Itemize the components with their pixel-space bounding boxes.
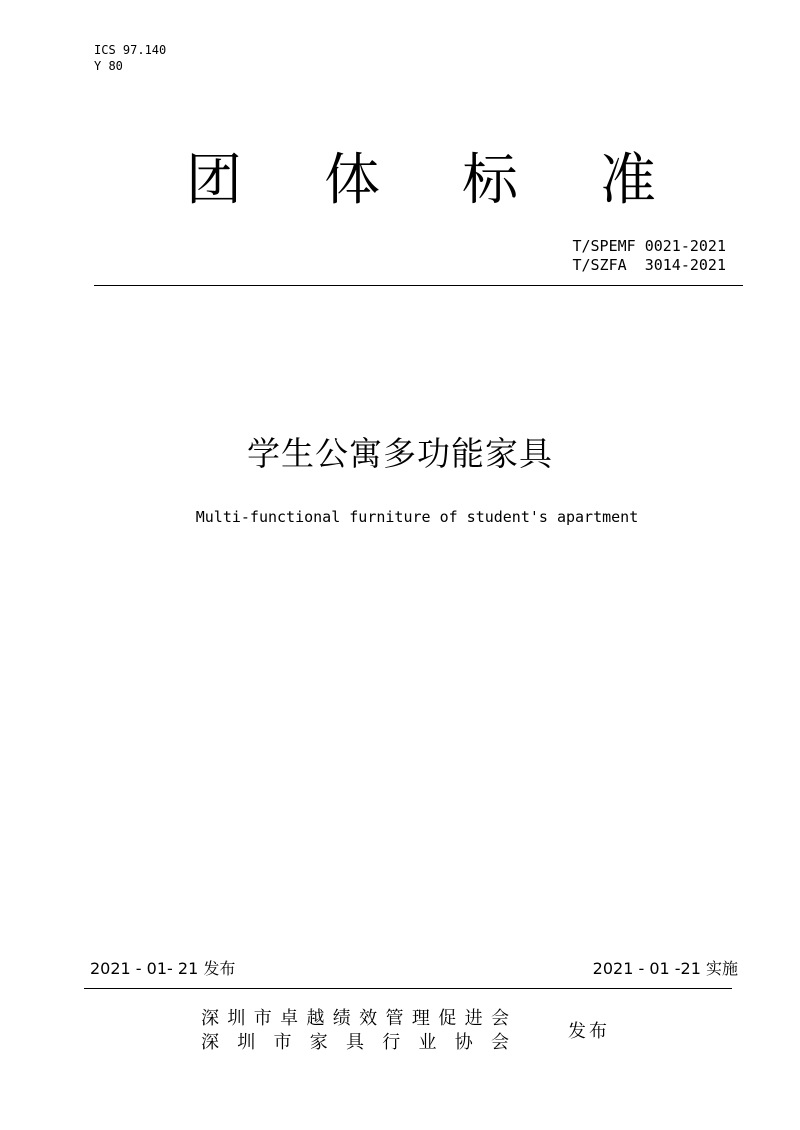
ics-code: ICS 97.140 [94,43,167,57]
issuer-char: 市 [273,1032,292,1053]
standard-number: T/SPEMF 0021-2021 [572,237,726,255]
standard-numbers [572,237,726,275]
standard-type-char: 标 [462,148,518,213]
ccs-code: Y 80 [94,59,123,73]
issuer-char: 促 [438,1008,457,1029]
issuer-char: 会 [490,1008,509,1029]
issuer-char: 圳 [227,1008,246,1029]
standard-type-char: 体 [324,148,380,213]
classification-codes [94,42,166,74]
issuing-organizations [201,1007,509,1055]
header-divider [94,285,743,286]
issuer-char: 圳 [237,1032,256,1053]
issuer-char: 卓 [280,1008,299,1029]
publish-label: 发布 [568,1021,610,1042]
document-title-english: Multi-functional furniture of student's apartment [195,508,639,526]
standard-number: T/SZFA 3014-2021 [572,256,726,274]
issuer-char: 深 [201,1032,219,1053]
issuer-char: 行 [382,1032,401,1053]
issuer-char: 协 [454,1032,473,1053]
issuer-char: 业 [418,1032,437,1053]
issuer-line-2 [201,1031,509,1055]
issuer-char: 会 [491,1032,509,1053]
standard-type-char: 准 [600,148,656,213]
publication-date: 2021 - 01- 21 发布 [90,959,236,978]
issuer-char: 管 [385,1008,404,1029]
implementation-date: 2021 - 01 -21 实施 [592,959,738,978]
standard-type-char: 团 [186,148,242,213]
issuer-char: 具 [346,1032,364,1053]
issuer-char: 家 [309,1032,328,1053]
issuer-char: 市 [253,1008,272,1029]
document-title-chinese: 学生公寓多功能家具 [247,434,553,473]
standard-type-heading [186,140,656,212]
issuer-char: 绩 [332,1008,351,1029]
issuer-char: 理 [411,1008,430,1029]
issuer-char: 深 [201,1008,219,1029]
issuer-char: 越 [306,1008,325,1029]
footer-divider [84,988,732,989]
issuer-char: 进 [464,1008,483,1029]
issuer-char: 效 [359,1008,378,1029]
issuer-line-1 [201,1007,509,1031]
